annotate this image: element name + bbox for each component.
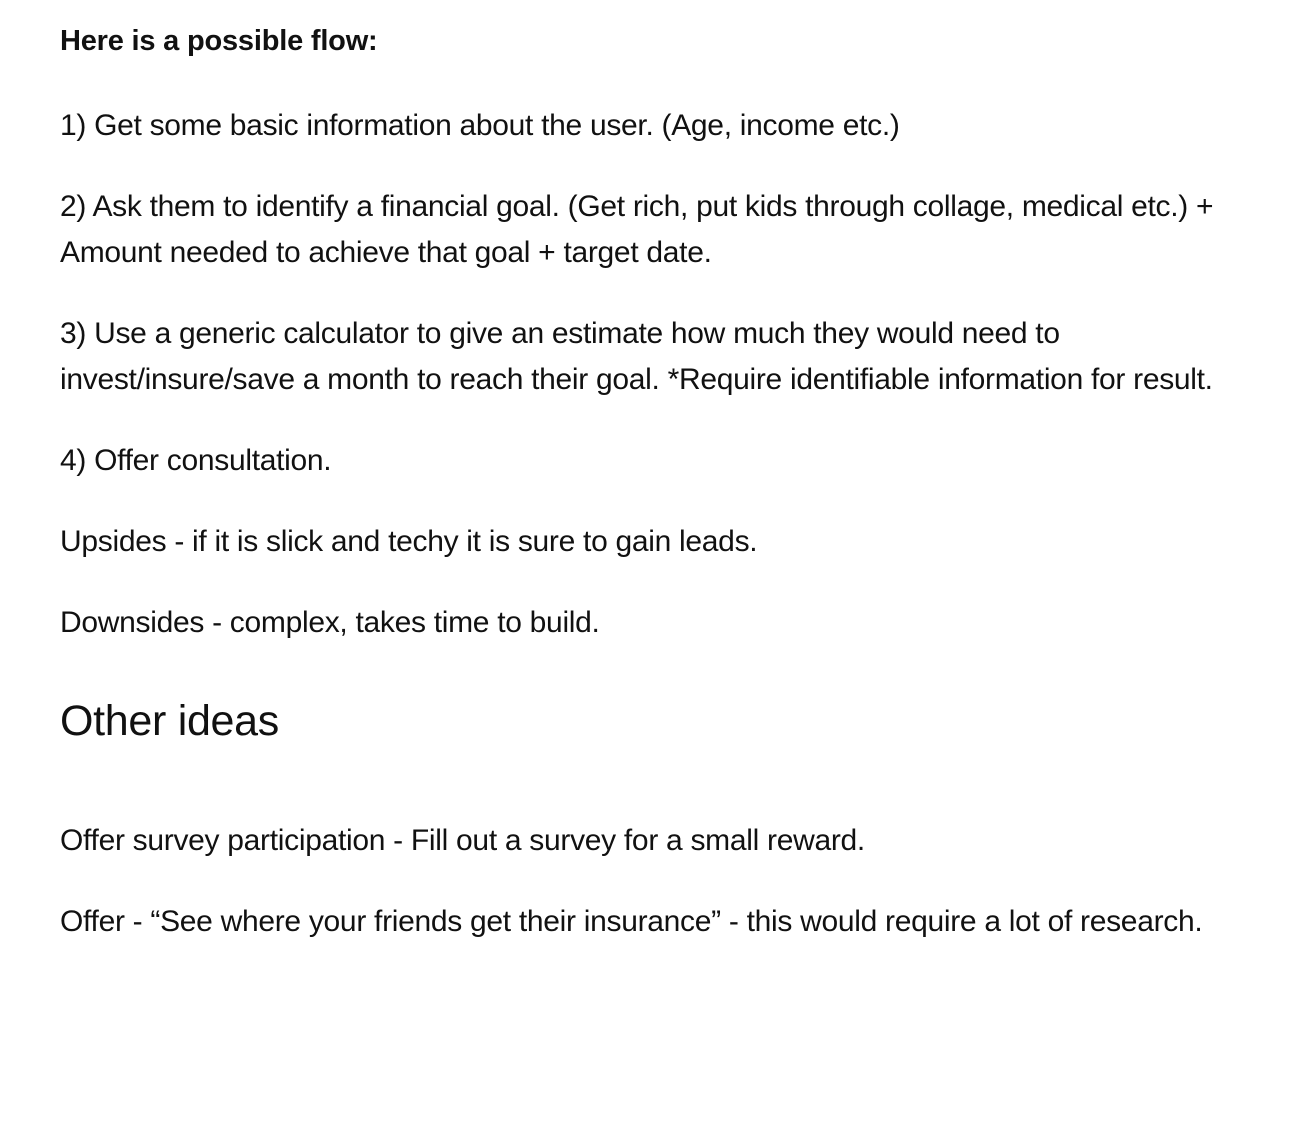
other-idea-2: Offer - “See where your friends get their insurance” - this would require a lot of research.	[60, 905, 1203, 938]
upsides-text: Upsides - if it is slick and techy it is sure to gain leads.	[60, 525, 758, 558]
flow-step-2: 2) Ask them to identify a financial goal. (Get rich, put kids through collage, medical etc.) + Amount needed to achieve that goal + target date.	[60, 190, 1214, 269]
flow-step-3: 3) Use a generic calculator to give an estimate how much they would need to invest/insure/save a month to reach their goal. *Require identifiable information for result.	[60, 317, 1213, 396]
other-idea-1: Offer survey participation - Fill out a survey for a small reward.	[60, 824, 865, 857]
downsides-text: Downsides - complex, takes time to build.	[60, 606, 600, 639]
flow-step-1: 1) Get some basic information about the user. (Age, income etc.)	[60, 109, 900, 142]
flow-step-4: 4) Offer consultation.	[60, 444, 332, 477]
intro-text: Here is a possible flow:	[60, 25, 378, 57]
document-body	[60, 22, 1290, 980]
other-ideas-heading: Other ideas	[60, 697, 279, 745]
